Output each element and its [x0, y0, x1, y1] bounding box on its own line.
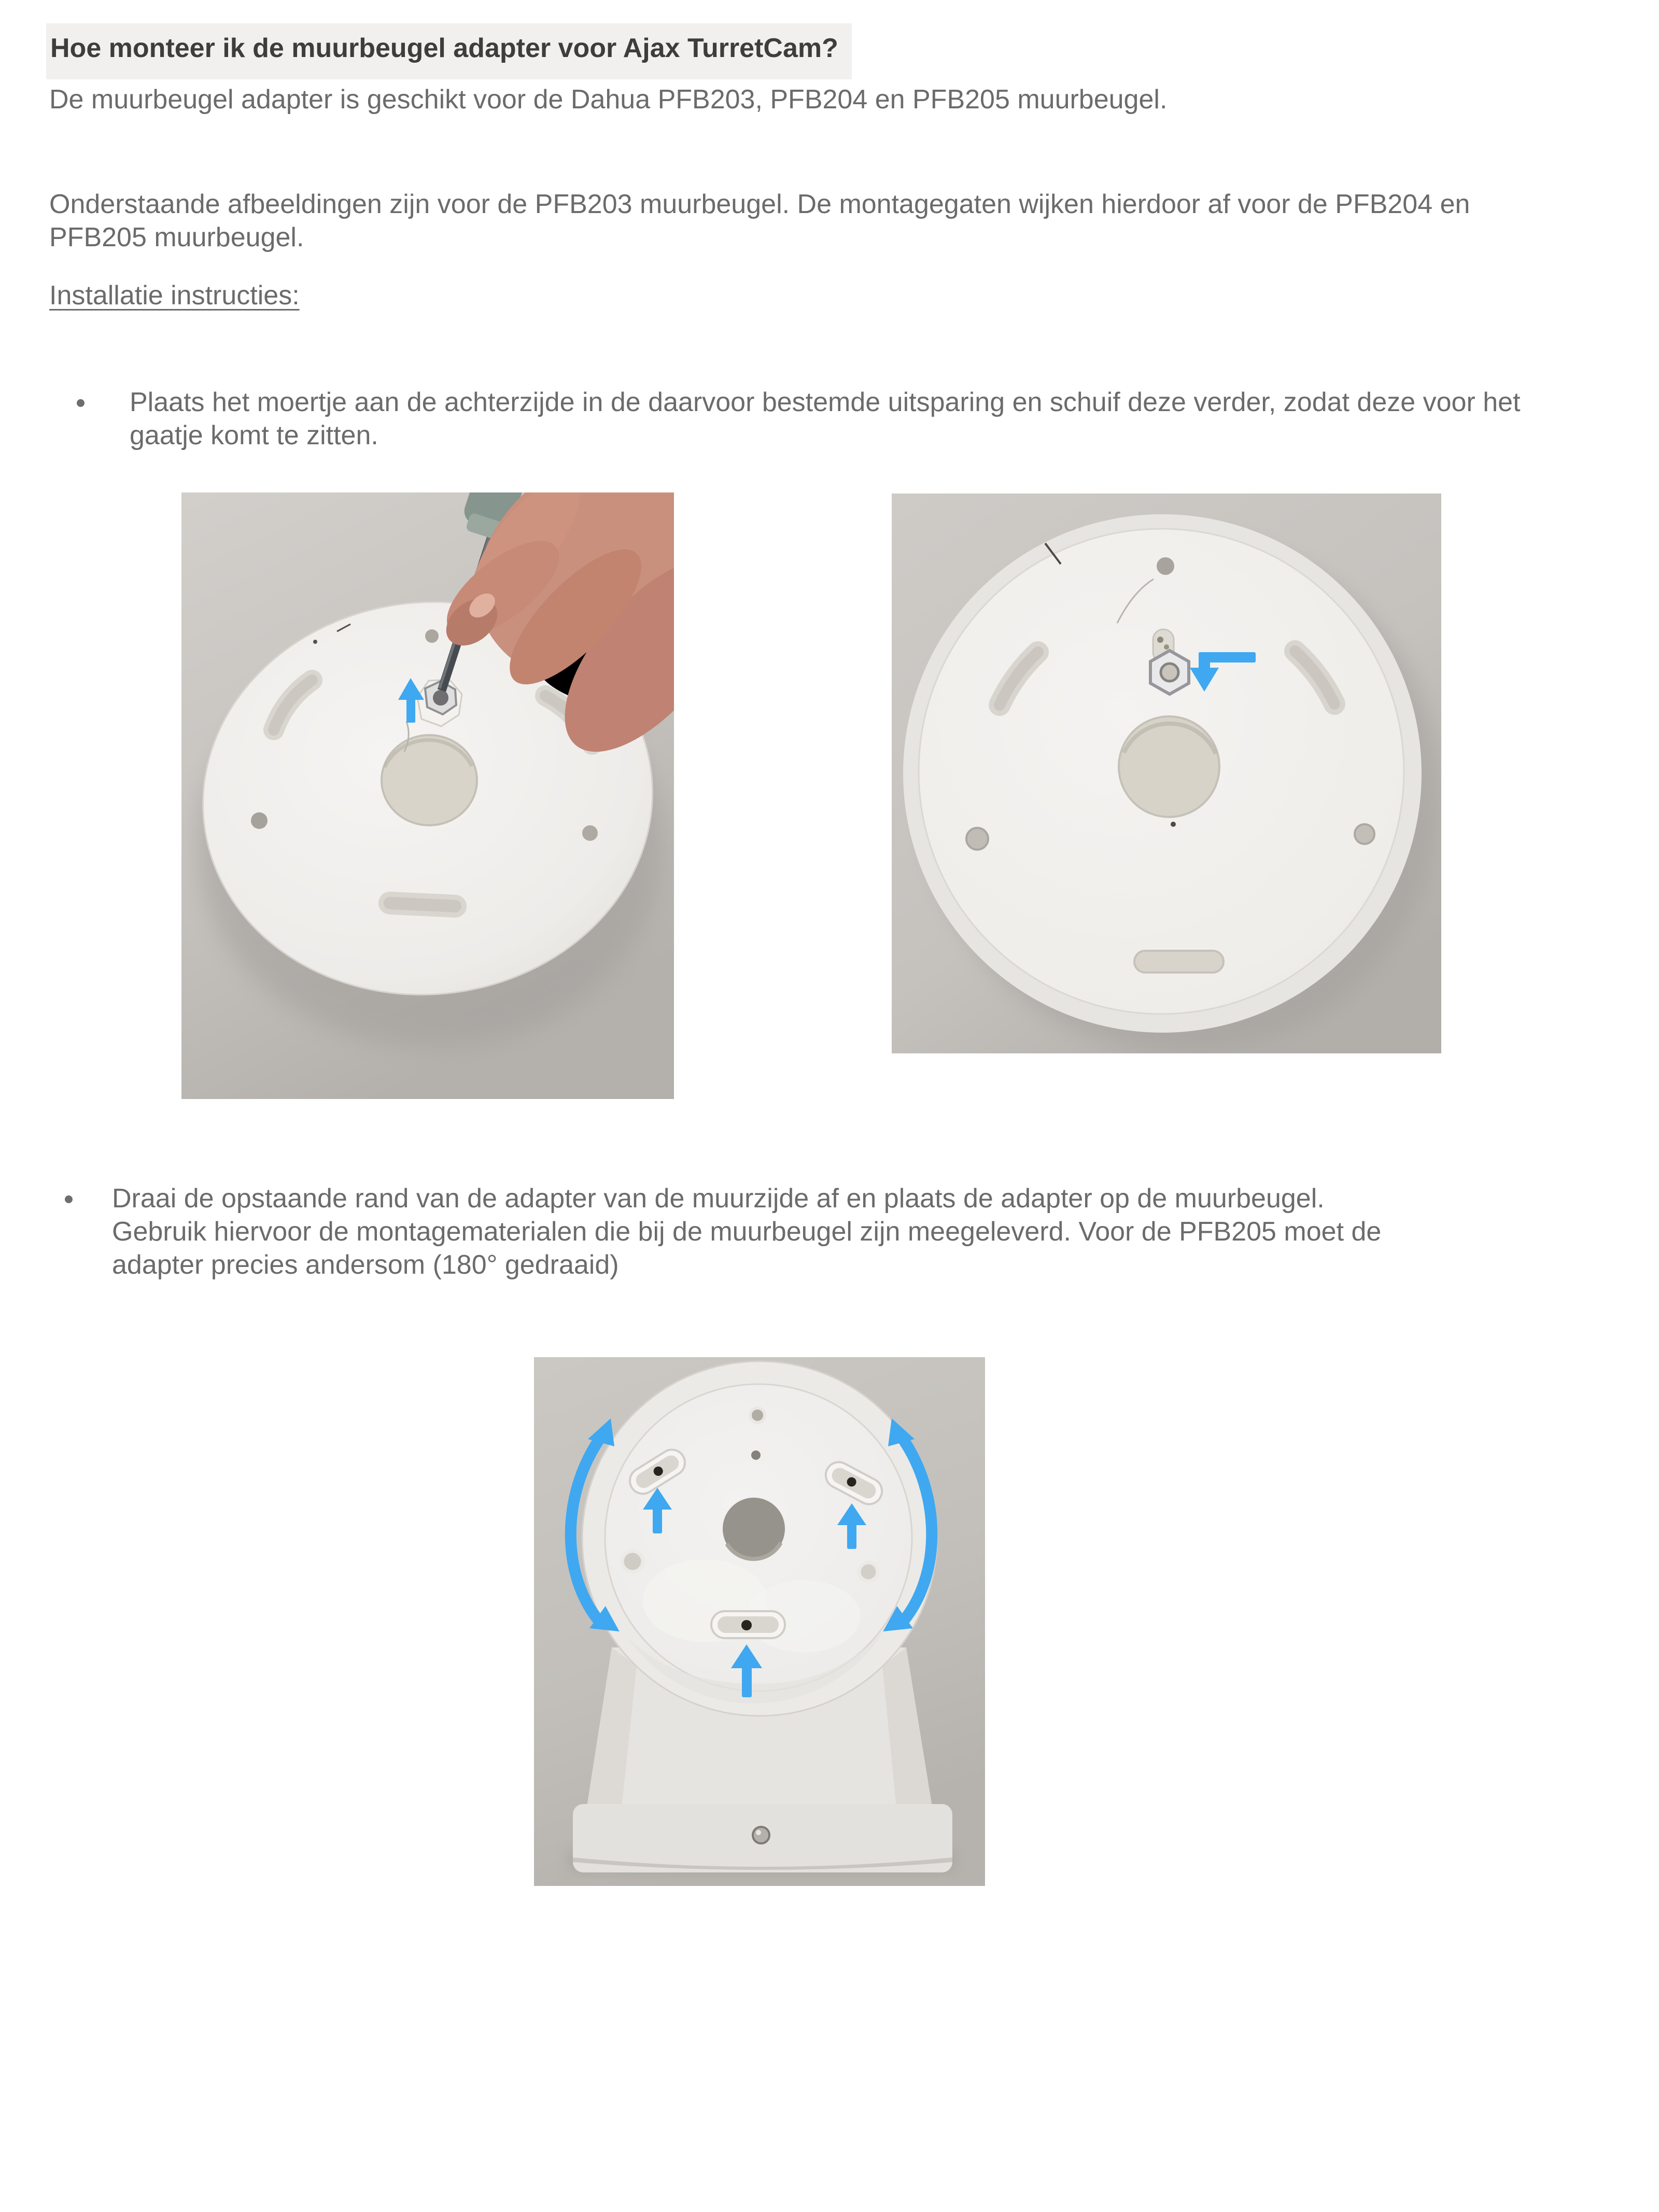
- screw-hole-right: [582, 825, 598, 841]
- page-title: [46, 23, 852, 79]
- intro-paragraph: De muurbeugel adapter is geschikt voor de Dahua PFB203, PFB204 en PFB205 muurbeugel.: [49, 84, 1168, 115]
- section-heading: Installatie instructies:: [49, 280, 300, 311]
- bottom-slot: [1134, 951, 1224, 973]
- nut: [1150, 651, 1189, 694]
- top-hole: [750, 1408, 765, 1422]
- side-hole-left: [622, 1551, 643, 1572]
- screw-hole-left: [251, 812, 268, 829]
- text-line: PFB205 muurbeugel.: [49, 222, 304, 252]
- photo-adapter-nut-screwdriver: [181, 492, 674, 1099]
- page-title-text: Hoe monteer ik de muurbeugel adapter voor Ajax TurretCam?: [46, 23, 852, 79]
- bullet-item-1: [130, 386, 1521, 452]
- note-paragraph: [49, 188, 1470, 254]
- side-hole-right: [859, 1562, 878, 1581]
- center-hole: [382, 735, 477, 825]
- bullet-item-2: [112, 1182, 1381, 1281]
- screw-hole-left: [966, 828, 988, 850]
- text-line: Onderstaande afbeeldingen zijn voor de PFB203 muurbeugel. De montagegaten wijken hierdoor af voor de PFB204 en: [49, 189, 1470, 219]
- screw-hole-right: [1355, 824, 1374, 844]
- text-line: Gebruik hiervoor de montagematerialen die bij de muurbeugel zijn meegeleverd. Voor de PFB205 moet de: [112, 1217, 1382, 1247]
- center-hole: [1119, 716, 1219, 817]
- base-screw: [753, 1827, 769, 1843]
- bullet-marker: [77, 399, 85, 407]
- text-line: Plaats het moertje aan de achterzijde in de daarvoor bestemde uitsparing en schuif deze verder, zodat deze voor het: [130, 387, 1521, 417]
- top-screw: [751, 1450, 761, 1460]
- bullet-marker: [65, 1195, 73, 1203]
- text-line: adapter precies andersom (180° gedraaid): [112, 1250, 619, 1280]
- screw-hole-top: [1157, 557, 1174, 575]
- photo-adapter-nut-placed: [892, 494, 1441, 1053]
- text-line: Draai de opstaande rand van de adapter van de muurzijde af en plaats de adapter op de muurbeugel.: [112, 1184, 1325, 1214]
- text-line: gaatje komt te zitten.: [130, 420, 378, 450]
- slot-bottom: [711, 1611, 785, 1638]
- screw-hole-top: [425, 629, 439, 643]
- photo-adapter-nut-placed-svg: [892, 494, 1441, 1053]
- photo-wall-bracket-rotation: [534, 1357, 985, 1886]
- photo-wall-bracket-svg: [534, 1357, 985, 1886]
- photo-adapter-nut-screwdriver-svg: [181, 492, 674, 1099]
